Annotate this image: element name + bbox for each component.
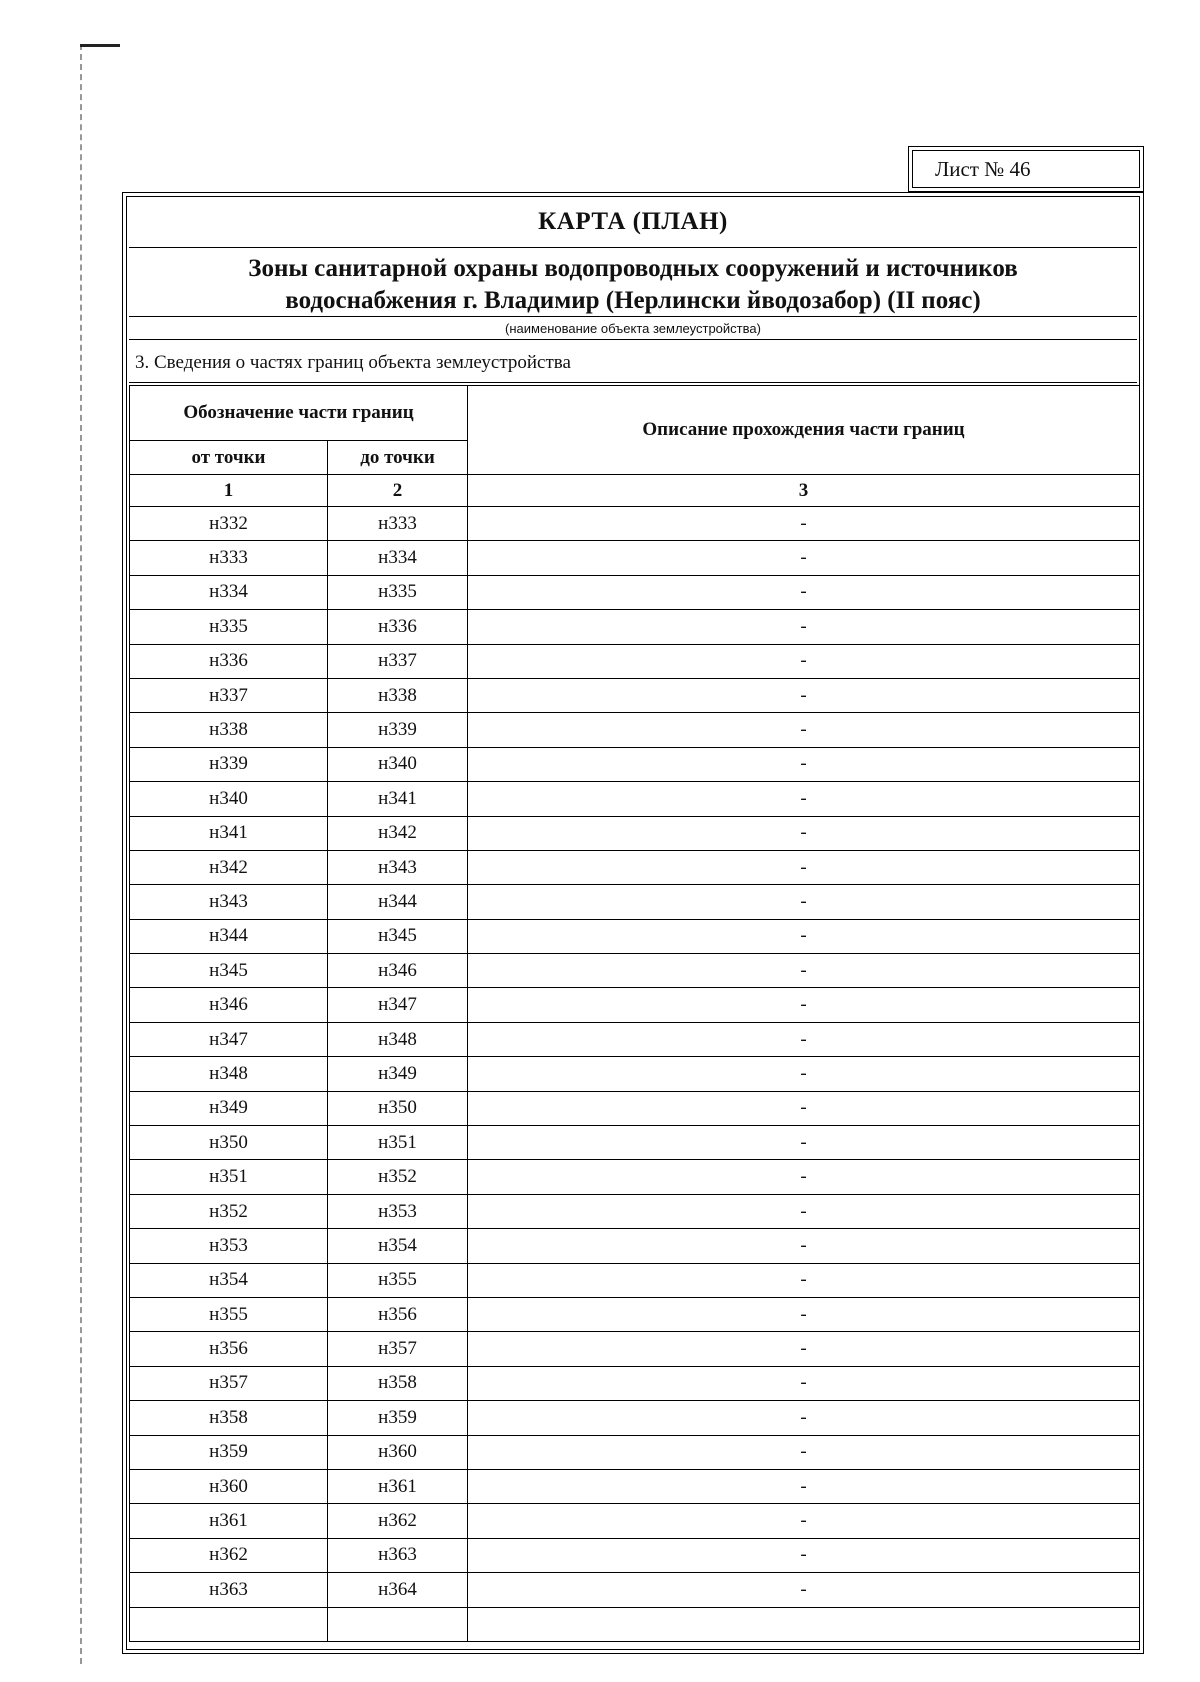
cell-description: - xyxy=(468,782,1140,816)
cell-from-point: н352 xyxy=(130,1194,328,1228)
cell-description: - xyxy=(468,541,1140,575)
cell-from-point: н337 xyxy=(130,678,328,712)
cell-from-point: н355 xyxy=(130,1297,328,1331)
cell-to-point: н334 xyxy=(328,541,468,575)
cell-to-point: н337 xyxy=(328,644,468,678)
header-col-number-2: 2 xyxy=(328,475,468,507)
cell-description: - xyxy=(468,1126,1140,1160)
section-title: 3. Сведения о частях границ объекта землеустройства xyxy=(129,343,1137,383)
cell-from-point: н353 xyxy=(130,1229,328,1263)
cell-to-point: н362 xyxy=(328,1504,468,1538)
cell-description: - xyxy=(468,713,1140,747)
cell-to-point: н349 xyxy=(328,1057,468,1091)
table-row xyxy=(130,575,1140,609)
boundary-parts-table xyxy=(129,385,1140,1642)
blank-row xyxy=(130,1607,1140,1641)
cell-from-point: н350 xyxy=(130,1126,328,1160)
table-row xyxy=(130,1194,1140,1228)
cell-to-point: н358 xyxy=(328,1366,468,1400)
cell-from-point: н351 xyxy=(130,1160,328,1194)
cell-description: - xyxy=(468,954,1140,988)
sheet-number-box xyxy=(908,146,1144,192)
cell-from-point: н341 xyxy=(130,816,328,850)
object-name xyxy=(129,251,1137,317)
cell-description: - xyxy=(468,816,1140,850)
cell-from-point: н340 xyxy=(130,782,328,816)
cell-to-point: н347 xyxy=(328,988,468,1022)
cell-to-point: н333 xyxy=(328,507,468,541)
cell-from-point: н336 xyxy=(130,644,328,678)
table-row xyxy=(130,1022,1140,1056)
cell-from-point: н343 xyxy=(130,885,328,919)
table-row xyxy=(130,988,1140,1022)
cell-to-point: н348 xyxy=(328,1022,468,1056)
cell-description: - xyxy=(468,507,1140,541)
cell-from-point: н344 xyxy=(130,919,328,953)
cell-to-point: н360 xyxy=(328,1435,468,1469)
cell-description: - xyxy=(468,644,1140,678)
cell-description: - xyxy=(468,1057,1140,1091)
cell-description: - xyxy=(468,1332,1140,1366)
cell-description: - xyxy=(468,1504,1140,1538)
cell-from-point: н361 xyxy=(130,1504,328,1538)
cell-to-point: н351 xyxy=(328,1126,468,1160)
corner-mark xyxy=(80,44,120,47)
cell-from-point: н354 xyxy=(130,1263,328,1297)
table-row xyxy=(130,954,1140,988)
cell-to-point: н363 xyxy=(328,1538,468,1572)
table-row xyxy=(130,678,1140,712)
cell-from-point: н346 xyxy=(130,988,328,1022)
cell-to-point: н345 xyxy=(328,919,468,953)
table-body xyxy=(130,507,1140,1608)
table-row xyxy=(130,610,1140,644)
cell-to-point: н350 xyxy=(328,1091,468,1125)
cell-to-point: н364 xyxy=(328,1573,468,1607)
cell-from-point: н349 xyxy=(130,1091,328,1125)
table-row xyxy=(130,1332,1140,1366)
cell-from-point: н345 xyxy=(130,954,328,988)
object-name-line-2: водоснабжения г. Владимир (Нерлински йводозабор) (II пояс) xyxy=(285,287,981,314)
header-from-point: от точки xyxy=(130,441,328,475)
table-row xyxy=(130,782,1140,816)
cell-to-point: н335 xyxy=(328,575,468,609)
cell-from-point: н362 xyxy=(130,1538,328,1572)
document-title: КАРТА (ПЛАН) xyxy=(129,197,1137,248)
table-row xyxy=(130,747,1140,781)
cell-description: - xyxy=(468,1229,1140,1263)
cell-description: - xyxy=(468,1435,1140,1469)
cell-description: - xyxy=(468,575,1140,609)
cell-description: - xyxy=(468,850,1140,884)
cell-description: - xyxy=(468,1366,1140,1400)
table-row xyxy=(130,1504,1140,1538)
header-col-number-3: 3 xyxy=(468,475,1140,507)
cell-description: - xyxy=(468,988,1140,1022)
table-row xyxy=(130,1435,1140,1469)
cell-from-point: н339 xyxy=(130,747,328,781)
cell-to-point: н341 xyxy=(328,782,468,816)
table-row xyxy=(130,1126,1140,1160)
table-row xyxy=(130,919,1140,953)
table-row xyxy=(130,1469,1140,1503)
cell-to-point: н344 xyxy=(328,885,468,919)
cell-to-point: н352 xyxy=(328,1160,468,1194)
cell-description: - xyxy=(468,1469,1140,1503)
cell-to-point: н336 xyxy=(328,610,468,644)
cell-to-point: н354 xyxy=(328,1229,468,1263)
cell-description: - xyxy=(468,1573,1140,1607)
cell-to-point: н357 xyxy=(328,1332,468,1366)
header-col-number-1: 1 xyxy=(130,475,328,507)
object-name-line-1: Зоны санитарной охраны водопроводных сооружений и источников xyxy=(248,255,1018,282)
cell-from-point: н333 xyxy=(130,541,328,575)
table-row xyxy=(130,507,1140,541)
cell-from-point: н358 xyxy=(130,1401,328,1435)
table-row xyxy=(130,1160,1140,1194)
cell-to-point: н343 xyxy=(328,850,468,884)
cell-to-point: н339 xyxy=(328,713,468,747)
header-boundary-designation: Обозначение части границ xyxy=(130,386,468,441)
table-row xyxy=(130,1573,1140,1607)
cell-from-point: н359 xyxy=(130,1435,328,1469)
cell-from-point: н342 xyxy=(130,850,328,884)
object-caption: (наименование объекта землеустройства) xyxy=(129,319,1137,340)
cell-from-point: н356 xyxy=(130,1332,328,1366)
cell-from-point: н334 xyxy=(130,575,328,609)
table-row xyxy=(130,1538,1140,1572)
table-row xyxy=(130,541,1140,575)
cell-from-point: н338 xyxy=(130,713,328,747)
cell-from-point: н357 xyxy=(130,1366,328,1400)
table-row xyxy=(130,1229,1140,1263)
cell-from-point: н335 xyxy=(130,610,328,644)
table-row xyxy=(130,885,1140,919)
table-row xyxy=(130,713,1140,747)
cell-from-point: н332 xyxy=(130,507,328,541)
table-row xyxy=(130,1091,1140,1125)
cell-description: - xyxy=(468,678,1140,712)
cell-description: - xyxy=(468,1160,1140,1194)
cell-description: - xyxy=(468,1091,1140,1125)
table-row xyxy=(130,1297,1140,1331)
cell-to-point: н342 xyxy=(328,816,468,850)
cell-to-point: н353 xyxy=(328,1194,468,1228)
cell-from-point: н363 xyxy=(130,1573,328,1607)
cell-to-point: н355 xyxy=(328,1263,468,1297)
binding-edge xyxy=(80,44,88,1664)
table-row xyxy=(130,816,1140,850)
cell-description: - xyxy=(468,919,1140,953)
cell-description: - xyxy=(468,1538,1140,1572)
cell-description: - xyxy=(468,1401,1140,1435)
table-row xyxy=(130,1057,1140,1091)
cell-to-point: н361 xyxy=(328,1469,468,1503)
document-frame xyxy=(122,192,1144,1654)
table-row xyxy=(130,850,1140,884)
cell-from-point: н348 xyxy=(130,1057,328,1091)
cell-description: - xyxy=(468,610,1140,644)
cell-to-point: н359 xyxy=(328,1401,468,1435)
cell-description: - xyxy=(468,747,1140,781)
table-row xyxy=(130,1366,1140,1400)
cell-from-point: н360 xyxy=(130,1469,328,1503)
cell-to-point: н340 xyxy=(328,747,468,781)
cell-description: - xyxy=(468,1194,1140,1228)
cell-to-point: н338 xyxy=(328,678,468,712)
cell-description: - xyxy=(468,1297,1140,1331)
table-row xyxy=(130,1263,1140,1297)
cell-description: - xyxy=(468,1263,1140,1297)
cell-to-point: н346 xyxy=(328,954,468,988)
sheet-number-label: Лист № 46 xyxy=(935,156,1031,181)
cell-to-point: н356 xyxy=(328,1297,468,1331)
table-row xyxy=(130,1401,1140,1435)
header-to-point: до точки xyxy=(328,441,468,475)
cell-description: - xyxy=(468,885,1140,919)
cell-from-point: н347 xyxy=(130,1022,328,1056)
table-row xyxy=(130,644,1140,678)
header-description: Описание прохождения части границ xyxy=(468,386,1140,475)
cell-description: - xyxy=(468,1022,1140,1056)
